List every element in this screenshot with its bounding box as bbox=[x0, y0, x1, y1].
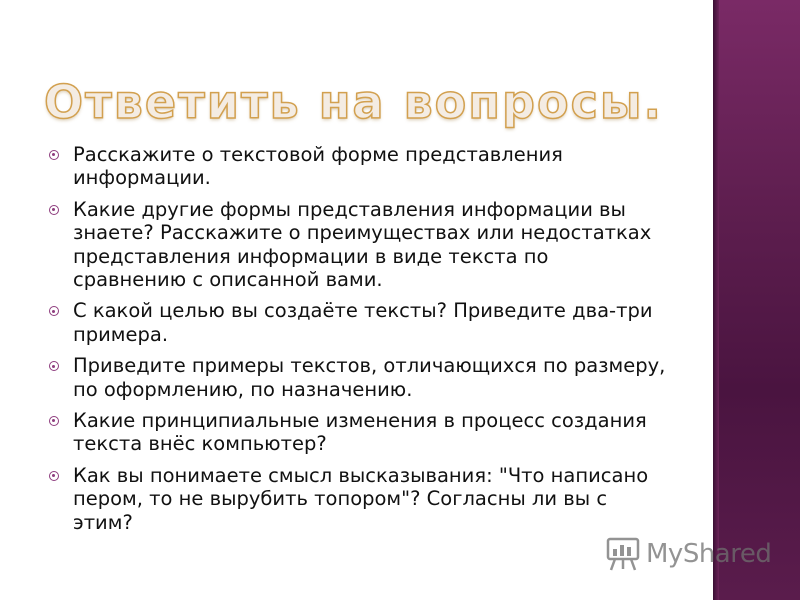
watermark-text: MyShared bbox=[646, 539, 772, 569]
bullet-icon bbox=[49, 361, 59, 371]
list-item bbox=[46, 409, 666, 456]
bullet-icon bbox=[49, 150, 59, 160]
list-item-text: Какие другие формы представления информации вы знаете? Расскажите о преимуществах или недостатках представления информации в виде текста по сравнению с описанной вами. bbox=[73, 197, 652, 292]
bullet-icon bbox=[49, 205, 59, 215]
list-item-text: Приведите примеры текстов, отличающихся по размеру, по оформлению, по назначению. bbox=[73, 354, 666, 401]
list-item-text: С какой целью вы создаёте тексты? Приведите два-три примера. bbox=[73, 299, 653, 346]
myshared-watermark bbox=[606, 534, 771, 574]
list-item bbox=[46, 143, 666, 190]
list-item bbox=[46, 464, 666, 534]
list-item-text: Как вы понимаете смысл высказывания: "Что написано пером, то не вырубить топором"? Согласны ли вы с этим? bbox=[73, 463, 649, 534]
slide-title: Ответить на вопросы. bbox=[44, 75, 663, 129]
list-item bbox=[46, 198, 666, 292]
bullet-icon bbox=[49, 471, 59, 481]
list-item bbox=[46, 354, 666, 401]
bullet-icon bbox=[49, 416, 59, 426]
question-list bbox=[46, 143, 666, 542]
list-item-text: Какие принципиальные изменения в процесс создания текста внёс компьютер? bbox=[73, 409, 647, 456]
decorative-sidebar bbox=[713, 0, 800, 600]
presentation-board-icon bbox=[606, 536, 640, 572]
list-item bbox=[46, 299, 666, 346]
sidebar-edge-stripe bbox=[713, 0, 719, 600]
list-item-text: Расскажите о текстовой форме представления информации. bbox=[73, 143, 563, 190]
bullet-icon bbox=[49, 306, 59, 316]
